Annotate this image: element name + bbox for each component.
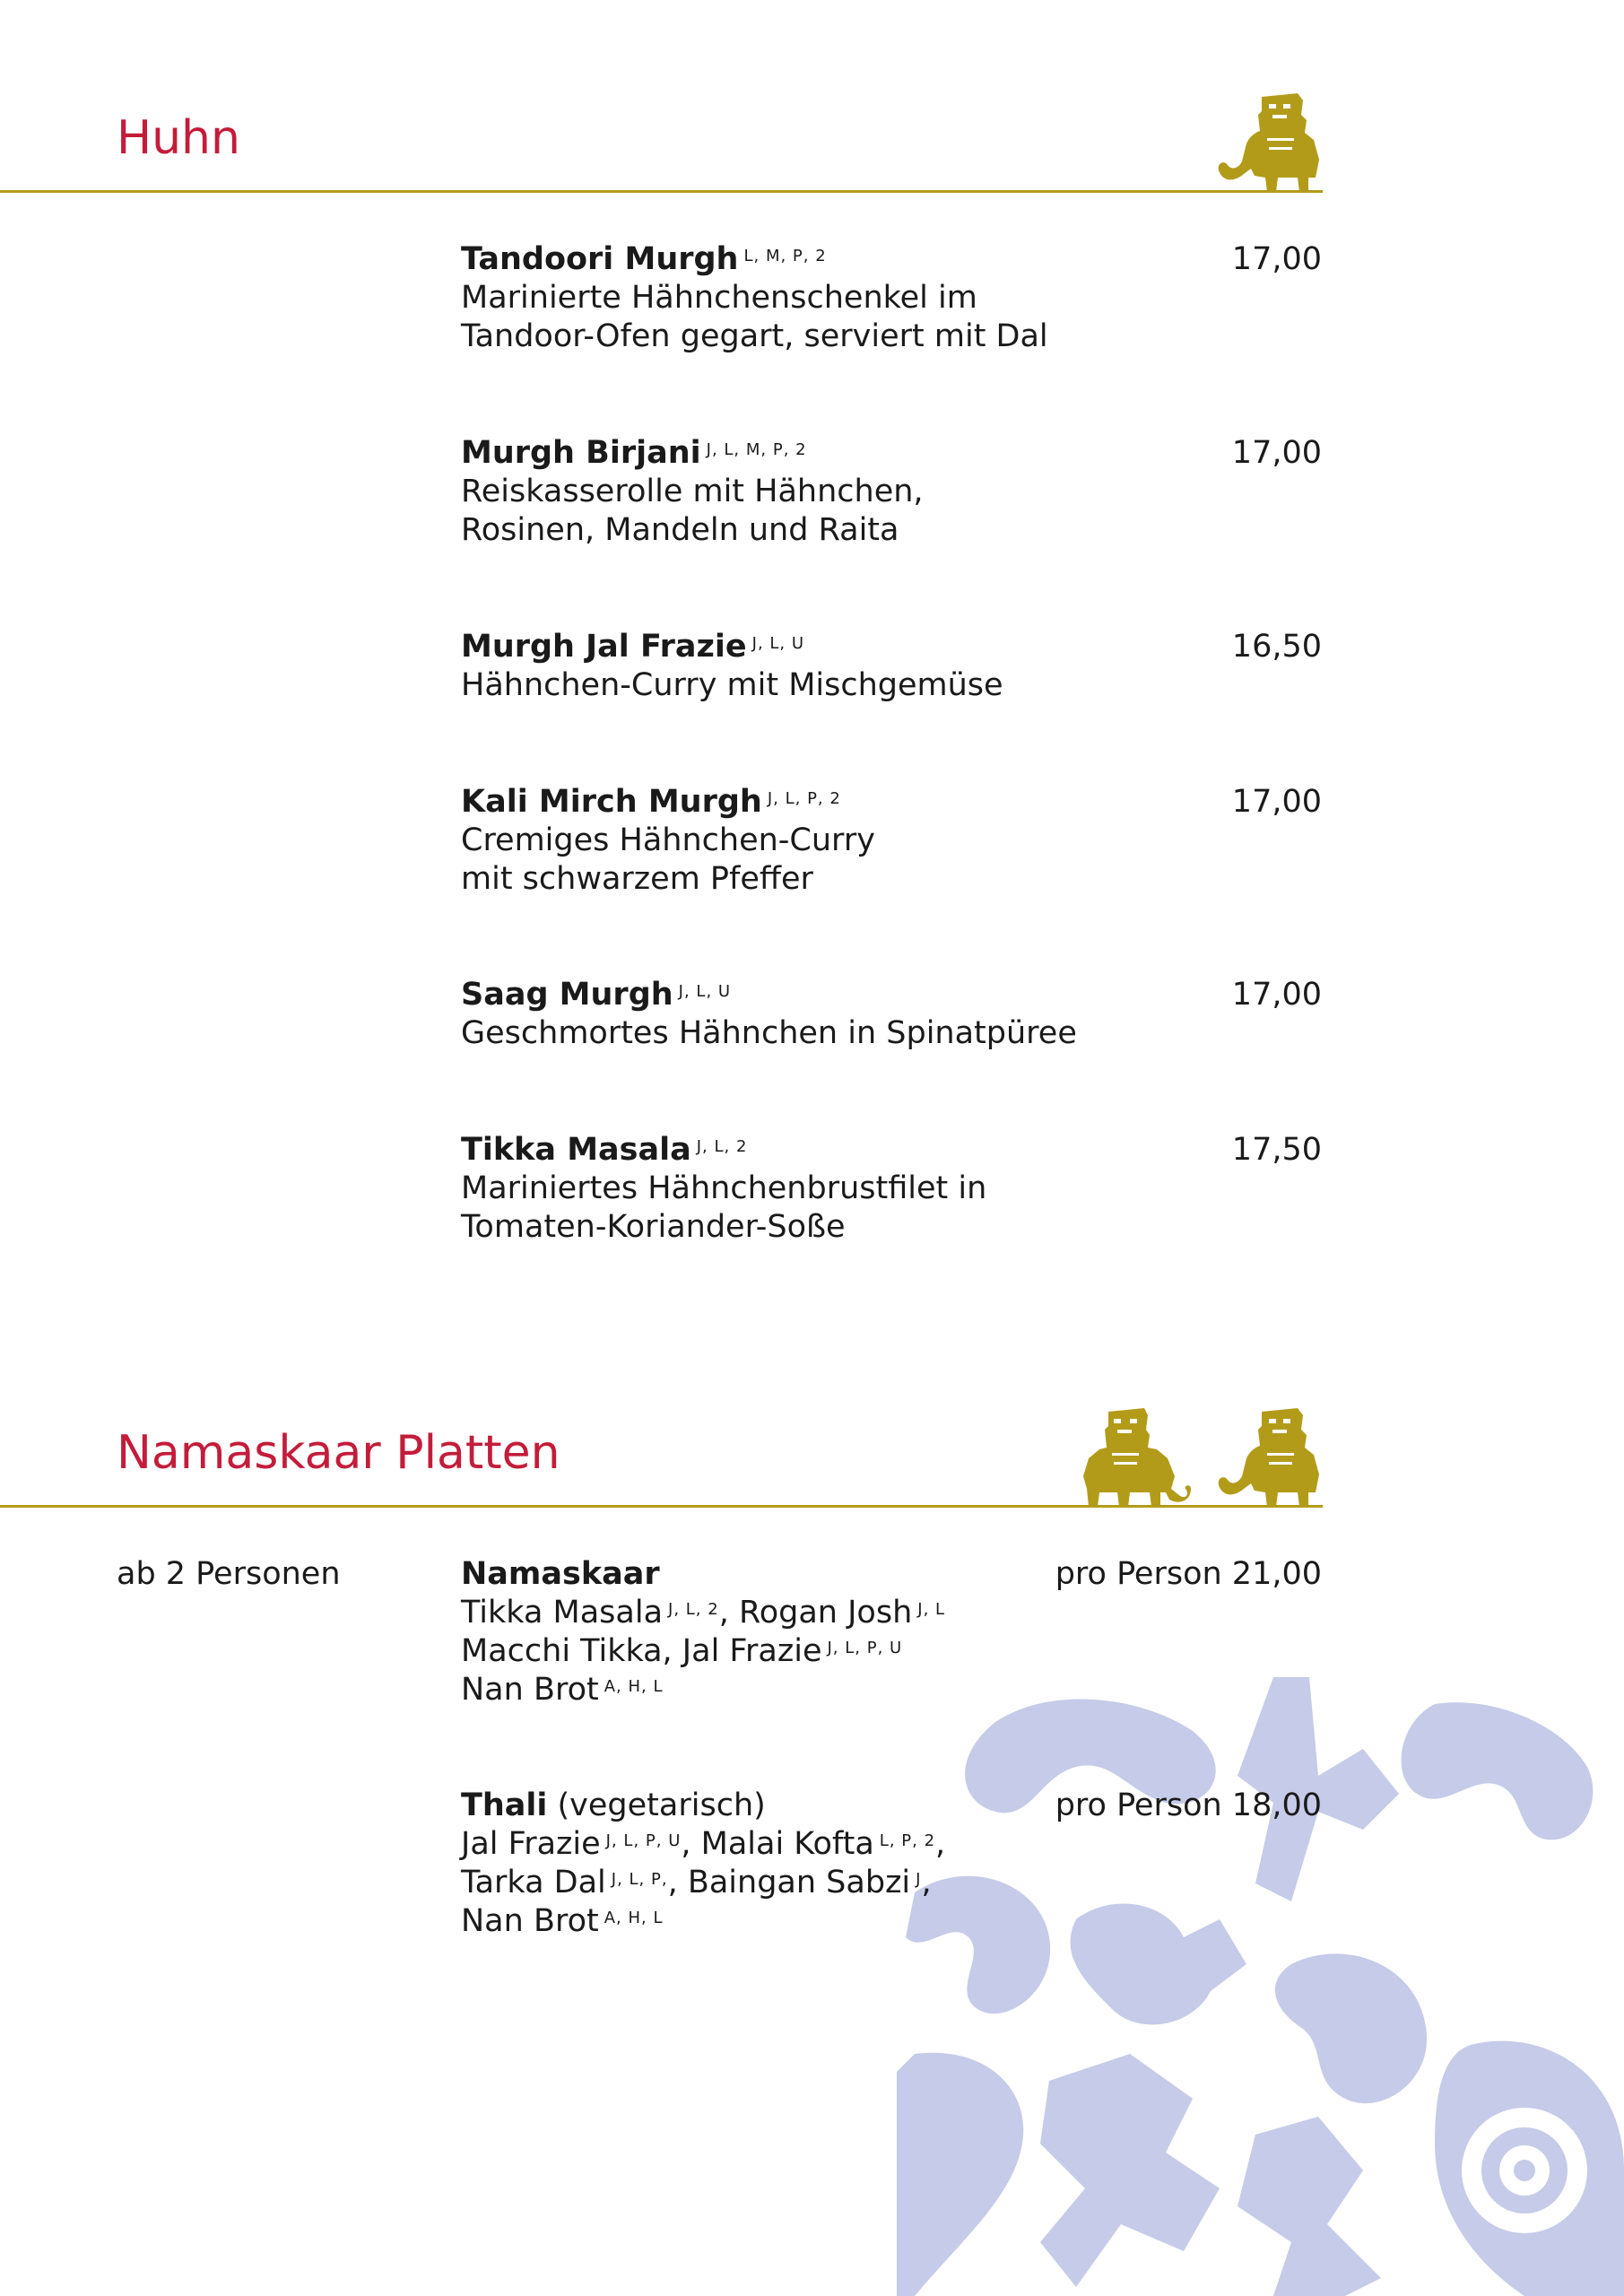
- dish-price: 17,00: [1231, 784, 1322, 820]
- dish-description: mit schwarzem Pfeffer: [461, 861, 813, 897]
- menu-item: [461, 976, 1322, 1053]
- dish-name: Murgh Birjani: [461, 435, 701, 471]
- dish-description: Reiskasserolle mit Hähnchen,: [461, 474, 924, 509]
- menu-item: [461, 783, 1322, 899]
- dish-name: Tikka Masala: [461, 1132, 691, 1168]
- dish-name: Tandoori Murgh: [461, 241, 739, 277]
- allergen-codes: J, L, M, P, 2: [706, 440, 807, 459]
- dish-description: Geschmortes Hähnchen in Spinatpüree: [461, 1015, 1077, 1051]
- decorative-pattern: [897, 1668, 1624, 2296]
- menu-item: [461, 1787, 1322, 1941]
- dish-price: 17,00: [1231, 435, 1322, 471]
- section-divider: [0, 190, 1323, 193]
- dish-description: Hähnchen-Curry mit Mischgemüse: [461, 667, 1003, 703]
- section-title-platten: Namaskaar Platten: [117, 1426, 560, 1480]
- elephant-icon: [1081, 1403, 1191, 1509]
- allergen-codes: J, L, U: [678, 982, 732, 1001]
- dish-description: Nan Brot $^{A, H, L}$: [461, 1903, 664, 1939]
- allergen-codes: L, M, P, 2: [743, 247, 827, 265]
- allergen-codes: J, L, 2: [668, 1600, 719, 1619]
- dish-name: Saag Murgh: [461, 977, 673, 1013]
- dish-description: Rosinen, Mandeln und Raita: [461, 512, 899, 548]
- allergen-codes: J, L, P,: [611, 1870, 668, 1889]
- menu-item: [461, 628, 1322, 705]
- dish-price: pro Person 18,00: [1055, 1787, 1322, 1823]
- elephant-icon: [1215, 1403, 1324, 1509]
- menu-item: [461, 1555, 1322, 1709]
- dish-price: pro Person 21,00: [1055, 1556, 1322, 1592]
- dish-description: Mariniertes Hähnchenbrustfilet in: [461, 1170, 987, 1206]
- dish-description: Macchi Tikka, Jal Frazie $^{J, L, P, U}$: [461, 1633, 903, 1669]
- allergen-codes: L, P, 2: [879, 1831, 936, 1850]
- allergen-codes: J, L: [917, 1600, 946, 1619]
- dish-name: Namaskaar: [461, 1556, 660, 1592]
- dish-name: Thali: [461, 1787, 548, 1823]
- dish-description: Jal Frazie $^{J, L, P, U}$, Malai Kofta $^{L, P, 2}$,: [461, 1826, 946, 1862]
- dish-price: 17,50: [1231, 1132, 1322, 1168]
- dish-price: 16,50: [1231, 629, 1322, 665]
- dish-description: Tikka Masala $^{J, L, 2}$, Rogan Josh $^{J, L}$: [461, 1595, 946, 1631]
- allergen-codes: J, L, P, U: [827, 1639, 903, 1657]
- dish-description: Tandoor-Ofen gegart, serviert mit Dal: [461, 318, 1048, 354]
- section-title-huhn: Huhn: [117, 111, 240, 165]
- dish-price: 17,00: [1231, 241, 1322, 277]
- allergen-codes: A, H, L: [604, 1909, 664, 1927]
- allergen-codes: J, L, P, U: [605, 1831, 682, 1850]
- allergen-codes: J, L, 2: [696, 1137, 748, 1156]
- persons-note: ab 2 Personen: [117, 1556, 341, 1592]
- dish-description: Cremiges Hähnchen-Curry: [461, 822, 875, 858]
- dish-description: Marinierte Hähnchenschenkel im: [461, 280, 977, 316]
- menu-item: [461, 434, 1322, 550]
- menu-item: [461, 1131, 1322, 1247]
- dish-name: Kali Mirch Murgh: [461, 784, 762, 820]
- dish-name: Murgh Jal Frazie: [461, 629, 747, 665]
- elephant-icon: [1215, 88, 1324, 194]
- dish-price: 17,00: [1231, 977, 1322, 1013]
- allergen-codes: J, L, P, 2: [767, 789, 841, 808]
- allergen-codes: A, H, L: [604, 1677, 664, 1696]
- dish-description: Nan Brot $^{A, H, L}$: [461, 1672, 664, 1708]
- menu-item: [461, 240, 1322, 356]
- dish-description: Tarka Dal $^{J, L, P,}$, Baingan Sabzi $^J$,: [461, 1865, 932, 1900]
- dish-name-suffix: (vegetarisch): [547, 1787, 766, 1823]
- allergen-codes: J, L, U: [751, 634, 805, 653]
- dish-description: Tomaten-Koriander-Soße: [461, 1209, 846, 1245]
- allergen-codes: J: [916, 1870, 922, 1889]
